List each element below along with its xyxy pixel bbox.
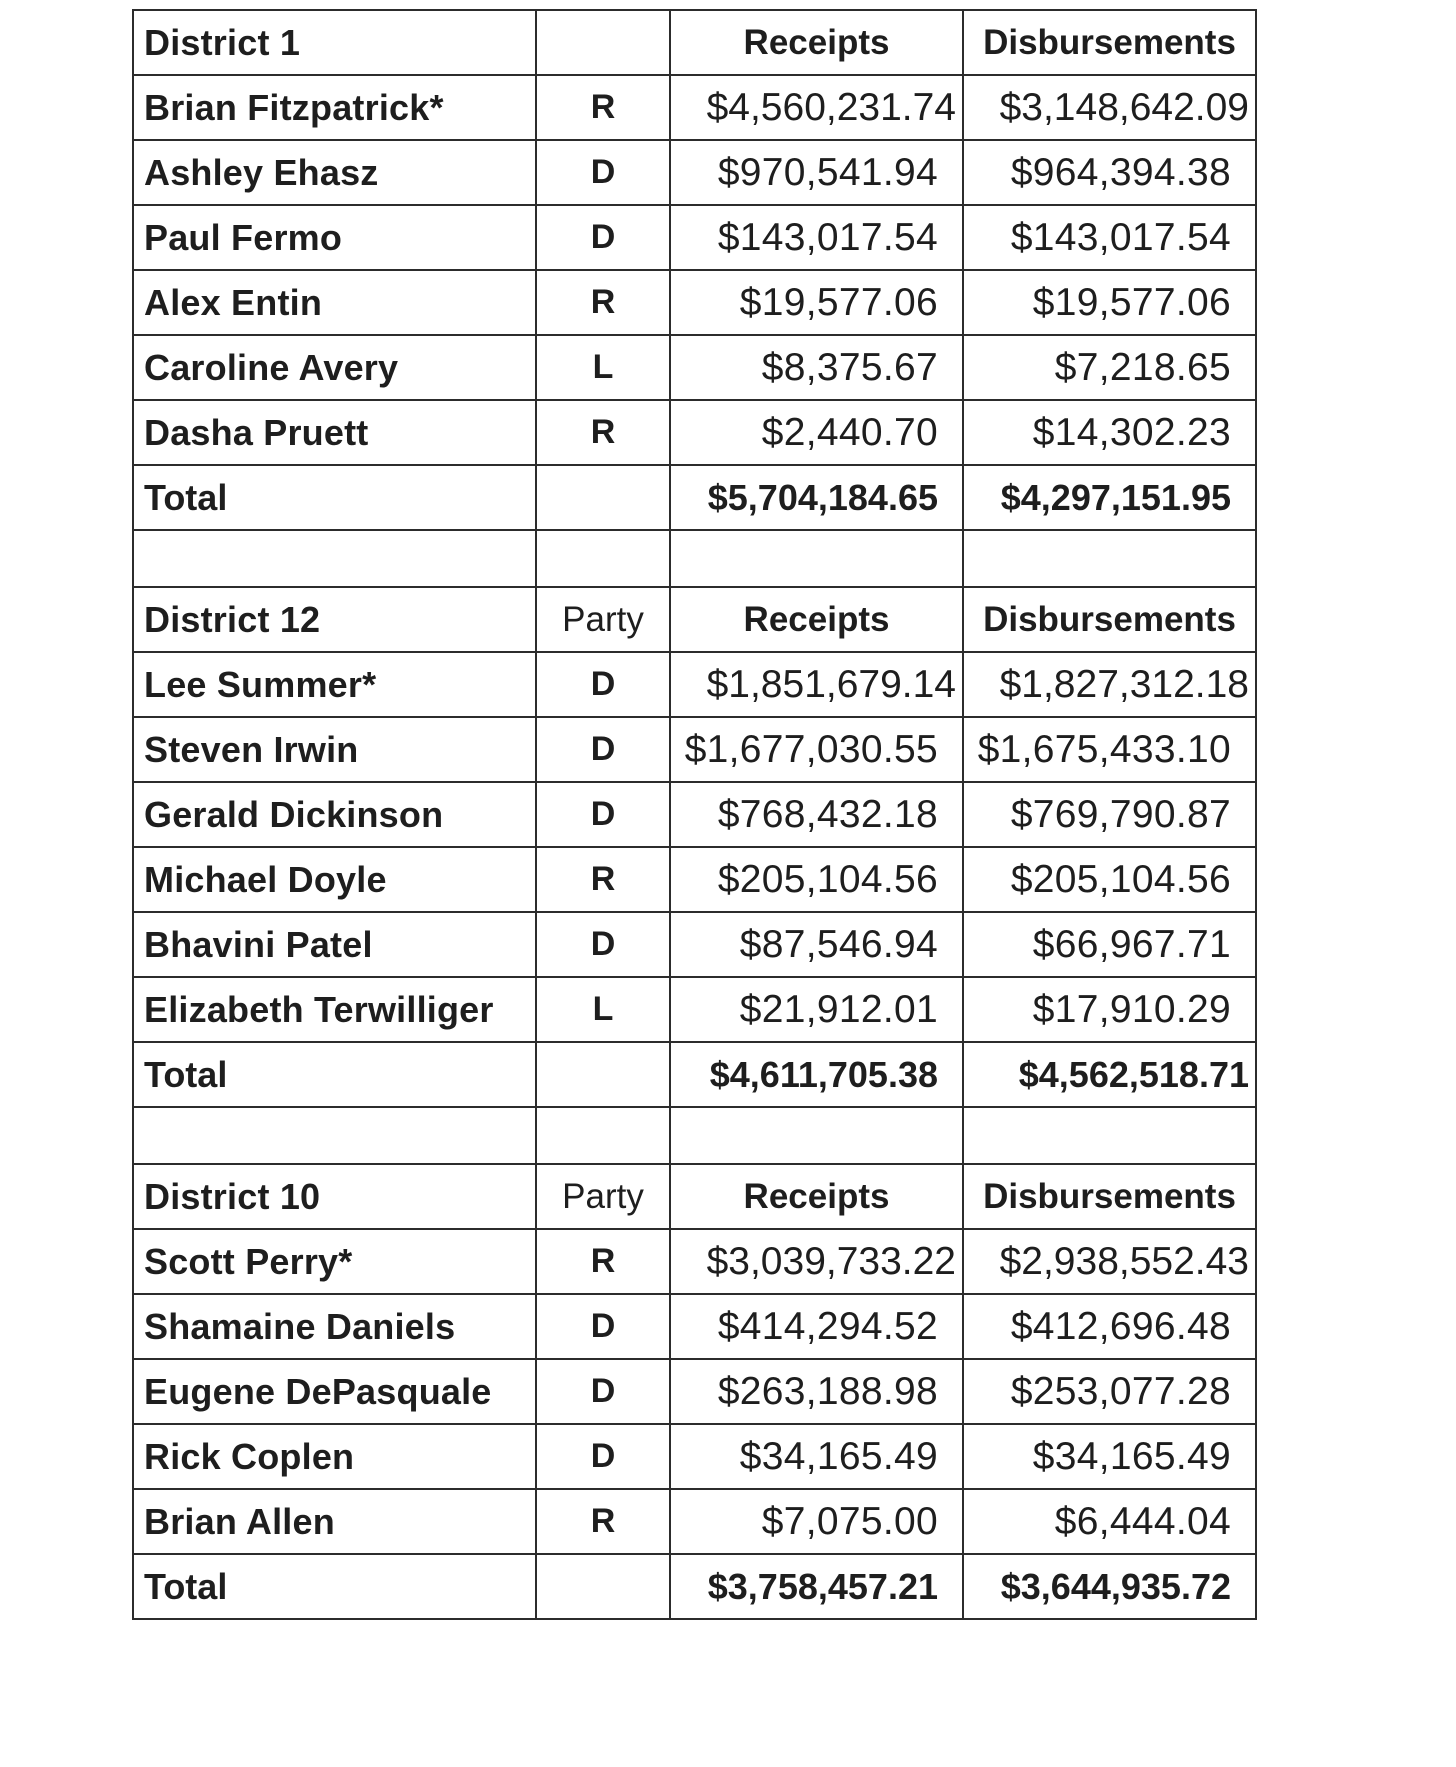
candidate-name: Alex Entin (133, 270, 536, 335)
candidate-disbursements: $34,165.49 (963, 1424, 1256, 1489)
total-party-empty (536, 1554, 670, 1619)
candidate-row (133, 1424, 1256, 1489)
total-disbursements: $4,297,151.95 (963, 465, 1256, 530)
candidate-party: D (536, 652, 670, 717)
candidate-disbursements: $412,696.48 (963, 1294, 1256, 1359)
candidate-row (133, 782, 1256, 847)
candidate-disbursements: $17,910.29 (963, 977, 1256, 1042)
candidate-receipts: $768,432.18 (670, 782, 963, 847)
disbursements-column-header: Disbursements (963, 10, 1256, 75)
disbursements-column-header: Disbursements (963, 587, 1256, 652)
candidate-receipts: $414,294.52 (670, 1294, 963, 1359)
candidate-receipts: $263,188.98 (670, 1359, 963, 1424)
candidate-party: R (536, 847, 670, 912)
spacer-row (133, 1107, 1256, 1164)
total-label: Total (133, 1042, 536, 1107)
candidate-name: Lee Summer* (133, 652, 536, 717)
district-header-row (133, 587, 1256, 652)
candidate-row (133, 1359, 1256, 1424)
candidate-name: Brian Allen (133, 1489, 536, 1554)
total-row (133, 465, 1256, 530)
candidate-disbursements: $769,790.87 (963, 782, 1256, 847)
candidate-party: D (536, 1294, 670, 1359)
candidate-receipts: $4,560,231.74 (670, 75, 963, 140)
disbursements-column-header: Disbursements (963, 1164, 1256, 1229)
district-header-row (133, 1164, 1256, 1229)
total-receipts: $5,704,184.65 (670, 465, 963, 530)
candidate-name: Eugene DePasquale (133, 1359, 536, 1424)
total-disbursements: $4,562,518.71 (963, 1042, 1256, 1107)
candidate-receipts: $3,039,733.22 (670, 1229, 963, 1294)
candidate-disbursements: $143,017.54 (963, 205, 1256, 270)
candidate-row (133, 1489, 1256, 1554)
candidate-receipts: $970,541.94 (670, 140, 963, 205)
candidate-disbursements: $253,077.28 (963, 1359, 1256, 1424)
spacer-cell (536, 530, 670, 587)
candidate-disbursements: $6,444.04 (963, 1489, 1256, 1554)
candidate-row (133, 652, 1256, 717)
candidate-disbursements: $964,394.38 (963, 140, 1256, 205)
candidate-receipts: $2,440.70 (670, 400, 963, 465)
district-header-row (133, 10, 1256, 75)
candidate-disbursements: $14,302.23 (963, 400, 1256, 465)
candidate-disbursements: $2,938,552.43 (963, 1229, 1256, 1294)
candidate-disbursements: $205,104.56 (963, 847, 1256, 912)
candidate-party: D (536, 205, 670, 270)
spacer-cell (133, 530, 536, 587)
candidate-row (133, 335, 1256, 400)
candidate-receipts: $1,851,679.14 (670, 652, 963, 717)
total-receipts: $4,611,705.38 (670, 1042, 963, 1107)
candidate-name: Scott Perry* (133, 1229, 536, 1294)
party-column-header: Party (536, 587, 670, 652)
spacer-cell (133, 1107, 536, 1164)
candidate-name: Caroline Avery (133, 335, 536, 400)
candidate-row (133, 1229, 1256, 1294)
candidate-name: Rick Coplen (133, 1424, 536, 1489)
candidate-receipts: $143,017.54 (670, 205, 963, 270)
spacer-cell (963, 1107, 1256, 1164)
candidate-disbursements: $1,827,312.18 (963, 652, 1256, 717)
candidate-party: D (536, 717, 670, 782)
candidate-row (133, 75, 1256, 140)
candidate-receipts: $1,677,030.55 (670, 717, 963, 782)
candidate-row (133, 717, 1256, 782)
candidate-receipts: $34,165.49 (670, 1424, 963, 1489)
candidate-name: Brian Fitzpatrick* (133, 75, 536, 140)
candidate-party: R (536, 400, 670, 465)
district-title: District 10 (133, 1164, 536, 1229)
spacer-cell (670, 1107, 963, 1164)
candidate-party: R (536, 1489, 670, 1554)
total-label: Total (133, 1554, 536, 1619)
receipts-column-header: Receipts (670, 10, 963, 75)
total-label: Total (133, 465, 536, 530)
total-disbursements: $3,644,935.72 (963, 1554, 1256, 1619)
spacer-row (133, 530, 1256, 587)
candidate-receipts: $8,375.67 (670, 335, 963, 400)
candidate-name: Dasha Pruett (133, 400, 536, 465)
candidate-disbursements: $7,218.65 (963, 335, 1256, 400)
candidate-receipts: $19,577.06 (670, 270, 963, 335)
candidate-party: D (536, 912, 670, 977)
candidate-party: R (536, 75, 670, 140)
candidate-party: L (536, 977, 670, 1042)
candidate-name: Steven Irwin (133, 717, 536, 782)
candidate-party: D (536, 1424, 670, 1489)
candidate-receipts: $7,075.00 (670, 1489, 963, 1554)
candidate-row (133, 140, 1256, 205)
total-party-empty (536, 1042, 670, 1107)
spacer-cell (963, 530, 1256, 587)
candidate-party: D (536, 1359, 670, 1424)
candidate-row (133, 205, 1256, 270)
district-title: District 12 (133, 587, 536, 652)
candidate-receipts: $205,104.56 (670, 847, 963, 912)
total-row (133, 1554, 1256, 1619)
party-column-header: Party (536, 1164, 670, 1229)
candidate-party: L (536, 335, 670, 400)
spacer-cell (536, 1107, 670, 1164)
candidate-row (133, 847, 1256, 912)
receipts-column-header: Receipts (670, 1164, 963, 1229)
finance-table (132, 9, 1257, 1620)
candidate-name: Shamaine Daniels (133, 1294, 536, 1359)
total-row (133, 1042, 1256, 1107)
spacer-cell (670, 530, 963, 587)
candidate-row (133, 400, 1256, 465)
candidate-name: Elizabeth Terwilliger (133, 977, 536, 1042)
candidate-disbursements: $66,967.71 (963, 912, 1256, 977)
candidate-name: Gerald Dickinson (133, 782, 536, 847)
candidate-name: Michael Doyle (133, 847, 536, 912)
candidate-name: Bhavini Patel (133, 912, 536, 977)
candidate-disbursements: $19,577.06 (963, 270, 1256, 335)
candidate-party: R (536, 270, 670, 335)
district-title: District 1 (133, 10, 536, 75)
candidate-disbursements: $1,675,433.10 (963, 717, 1256, 782)
receipts-column-header: Receipts (670, 587, 963, 652)
total-receipts: $3,758,457.21 (670, 1554, 963, 1619)
total-party-empty (536, 465, 670, 530)
candidate-row (133, 1294, 1256, 1359)
candidate-row (133, 270, 1256, 335)
candidate-row (133, 912, 1256, 977)
candidate-party: D (536, 782, 670, 847)
party-column-header (536, 10, 670, 75)
candidate-name: Ashley Ehasz (133, 140, 536, 205)
candidate-party: D (536, 140, 670, 205)
candidate-receipts: $87,546.94 (670, 912, 963, 977)
candidate-disbursements: $3,148,642.09 (963, 75, 1256, 140)
candidate-row (133, 977, 1256, 1042)
candidate-party: R (536, 1229, 670, 1294)
candidate-name: Paul Fermo (133, 205, 536, 270)
candidate-receipts: $21,912.01 (670, 977, 963, 1042)
